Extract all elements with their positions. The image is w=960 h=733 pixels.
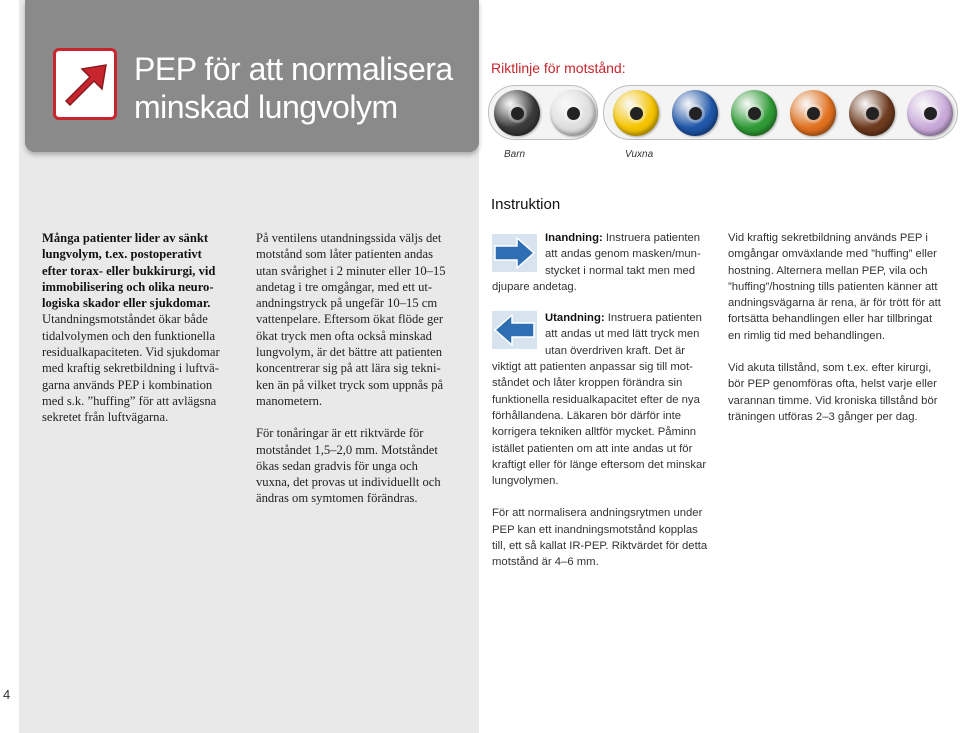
resistor-dot: [790, 90, 836, 136]
text-line: Vid kraftig sekretbildning används PEP i: [728, 232, 928, 244]
text-line: fortsätta behandlingen eller har tillbringat: [728, 313, 933, 326]
text-line: lungvolym, är det bättre att patienten: [256, 345, 443, 360]
text-line: För att normalisera andningsrytmen under: [492, 507, 703, 520]
text-line: kraftigt eller för länge eftersom det minskar: [492, 458, 707, 471]
text-line: efter torax- eller bukkirurgi, vid: [42, 263, 216, 278]
text-line: andetag i tre omgångar, med ett ut-: [256, 279, 433, 294]
text-line: bör PEP genomföras ofta, helst varje eller: [728, 378, 937, 391]
page-number: 4: [3, 687, 11, 702]
text-line: sekretet från luftvägarna.: [42, 410, 169, 425]
secretion-paragraph: [728, 230, 953, 344]
text-line: omgångar omväxlande med ”huffing” eller: [728, 248, 937, 261]
text-line: andningstryck på ungefär 10–15 cm: [256, 296, 438, 311]
text-line: koncentrerar sig på att lära sig tekni-: [256, 361, 441, 376]
text-line: logiska skador eller sjukdomar.: [42, 296, 211, 311]
page-title: [134, 50, 474, 126]
resistance-column: [256, 230, 471, 523]
title-line-1: PEP för att normalisera: [134, 51, 453, 87]
text-line: ökat tryck men ofta också minskad: [256, 328, 432, 343]
text-line: tidalvolymen och den funktionella: [42, 328, 216, 343]
logo: [53, 48, 117, 120]
text-line: med kraftig sekretbildning i luftvä-: [42, 361, 219, 376]
text-line: viktigt att patienten anpassar sig till mot-: [492, 361, 693, 374]
text-line: med s.k. ”huffing” för att avlägsna: [42, 393, 217, 408]
text-line: För tonåringar är ett riktvärde för: [256, 426, 424, 441]
text-line: funktionella residualkapacitet efter de nya: [492, 393, 700, 406]
text-line: ”huffing”/hostning tills patienten känner att: [728, 280, 938, 293]
text-line: PEP kan ett inandningsmotstånd kopplas: [492, 523, 698, 536]
text-line: manometern.: [256, 393, 323, 408]
text-line: träningen utföras 2–3 gånger per dag.: [728, 410, 918, 423]
text-line: lungvolymen.: [492, 475, 559, 488]
resistor-dot: [672, 90, 718, 136]
guideline-heading: Riktlinje för motstånd:: [491, 60, 626, 76]
exhale-block: Utandning: Instruera patienten att andas ut med lätt tryck men utan överdriven kraft. Det är viktigt att patienten anpassar sig till mot- ståndet och låter kroppen förändra sin funktionella residualkapacitet efter de nya förhållandena. Läkaren bör därför inte korrigera tekniken alltför mycket. Påminn istället patienten om att inte andas ut för kraftigt eller för länge eftersom det minskar lungvolymen.: [492, 310, 710, 489]
text-line: motstånd som låter patienten andas: [256, 247, 433, 262]
text-line: utan svårighet i 2 minuter eller 10–15: [256, 263, 446, 278]
acute-paragraph: [728, 360, 953, 425]
resistor-dot: [731, 90, 777, 136]
intro-paragraph: [42, 311, 242, 425]
title-line-2: minskad lungvolym: [134, 89, 398, 125]
text-line: residualkapaciteten. Vid sjukdomar: [42, 345, 220, 360]
text-line: en rimlig tid med behandlingen.: [728, 329, 885, 342]
ir-pep-paragraph: [492, 505, 710, 570]
resistor-dot: [550, 90, 596, 136]
text-line: motstånd är 4–6 mm.: [492, 556, 599, 569]
label-adults: Vuxna: [625, 149, 654, 160]
text-line: På ventilens utandningssida väljs det: [256, 231, 442, 245]
inhale-block: Inandning: Instruera patienten att andas genom masken/mun- stycket i normal takt men med djupare andetag.: [492, 232, 701, 293]
text-line: ökas sedan gradvis för unga och: [256, 458, 418, 473]
text-line: istället patienten om att inte andas ut för: [492, 442, 693, 455]
text-line: vuxna, det provas ut individuellt och: [256, 475, 441, 490]
intro-bold-paragraph: [42, 230, 242, 311]
text-line: ståndet och låter kroppen förändra sin: [492, 377, 683, 390]
arrow-up-right-icon: [60, 57, 112, 113]
text-line: varannan timme. Vid kroniska tillstånd bör: [728, 394, 938, 407]
text-line: andningsvägarna är rena, är för trött för att: [728, 297, 941, 310]
text-line: immobilisering och olika neuro-: [42, 279, 214, 294]
inhale-label: Inandning:: [545, 232, 603, 244]
text-line: Utandningsmotståndet ökar både: [42, 312, 208, 327]
text-line: hostning. Alternera mellan PEP, vila och: [728, 264, 928, 277]
resistor-dot: [613, 90, 659, 136]
text-line: Vid akuta tillstånd, som t.ex. efter kirurgi,: [728, 362, 932, 375]
text-line: ändras om symtomen förändras.: [256, 491, 418, 506]
intro-column: [42, 230, 242, 426]
text-line: motståndet 1,5–2,0 mm. Motståndet: [256, 442, 438, 457]
text-line: ken än på vilket tryck som uppnås på: [256, 377, 444, 392]
text-line: lungvolym, t.ex. postoperativt: [42, 247, 202, 262]
text-line: förhållandena. Läkaren bör därför inte: [492, 409, 682, 422]
instruction-column: [492, 230, 710, 571]
resistance-paragraph: [256, 230, 471, 409]
text-line: korrigera tekniken alltför mycket. Påminn: [492, 426, 697, 439]
secretion-column: [728, 230, 953, 441]
instruction-heading: Instruktion: [491, 196, 561, 213]
text-line: vattenpelare. Eftersom ökat flöde ger: [256, 312, 444, 327]
resistor-dot: [907, 90, 953, 136]
resistor-dot: [494, 90, 540, 136]
exhale-label: Utandning:: [545, 312, 605, 325]
text-line: Många patienter lider av sänkt: [42, 231, 209, 245]
text-line: garna används PEP i kombination: [42, 377, 213, 392]
resistor-dot: [849, 90, 895, 136]
teen-paragraph: [256, 425, 471, 506]
label-children: Barn: [504, 149, 526, 160]
exhale-paragraph: [492, 359, 710, 489]
text-line: till, ett så kallat IR-PEP. Riktvärdet för detta: [492, 540, 708, 553]
